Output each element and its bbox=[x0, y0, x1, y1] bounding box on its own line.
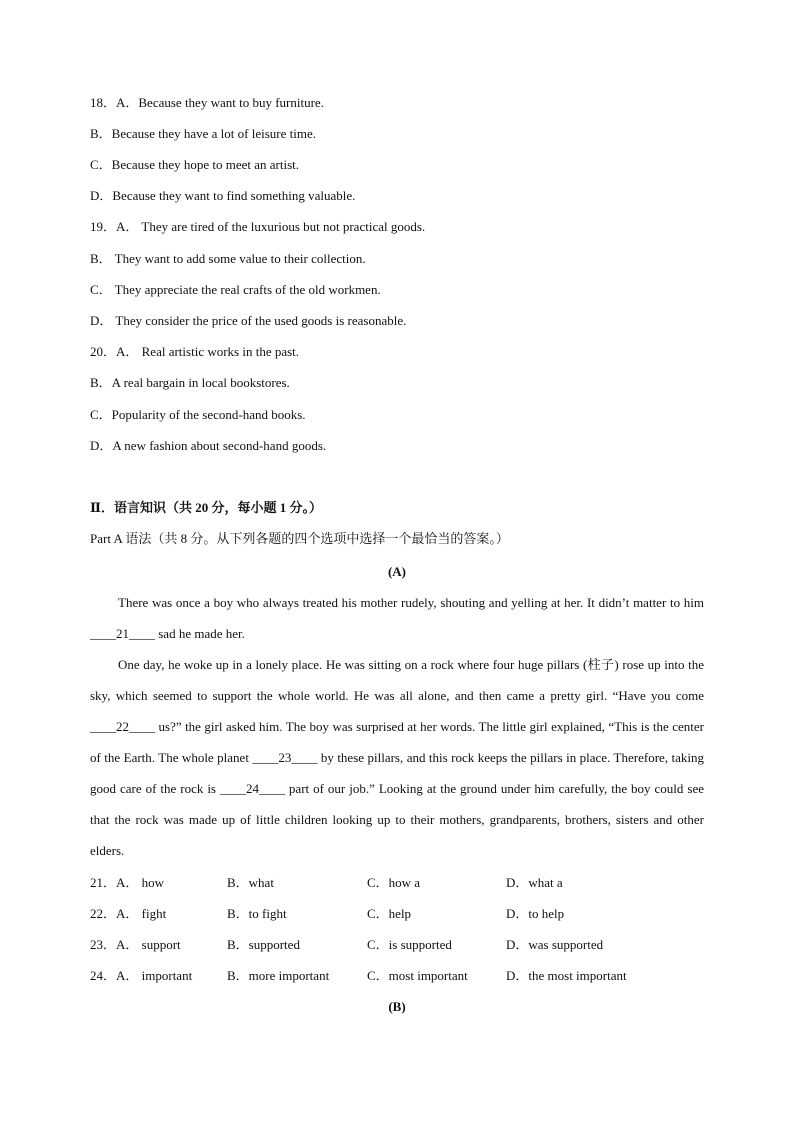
question-18-option-c: C．Because they hope to meet an artist. bbox=[90, 157, 300, 172]
question-23-option-b: B．supported bbox=[227, 937, 300, 952]
question-20-option-b: B．A real bargain in local bookstores. bbox=[90, 375, 290, 390]
question-24-option-c: C．most important bbox=[367, 968, 468, 983]
question-19-option-b: B． They want to add some value to their collection. bbox=[90, 251, 366, 266]
question-21-row bbox=[90, 874, 704, 892]
question-23-option-a: 23．A． support bbox=[90, 937, 181, 952]
question-23-option-c: C．is supported bbox=[367, 937, 452, 952]
question-19-option-c: C． They appreciate the real crafts of the old workmen. bbox=[90, 282, 381, 297]
question-22-row bbox=[90, 905, 704, 923]
question-20-option-a: 20．A． Real artistic works in the past. bbox=[90, 344, 300, 359]
question-21-option-c: C．how a bbox=[367, 875, 421, 890]
passage-paragraph-2: One day, he woke up in a lonely place. He was sitting on a rock where four huge pillars (柱子) rose up into the sky, which seemed to support the whole world. He was all alone, and then came a pretty girl. “Have you come ____22____ us?” the girl asked him. The boy was surprised at her words. The little girl explained, “This is the center of the Earth. The whole planet ____23____ by these pillars, and this rock keeps the pillars in place. Therefore, taking good care of the rock is ____24____ part of our job.” Looking at the ground under him carefully, the boy could see that the rock was made up of little children looking up to their mothers, grandparents, brothers, sisters and other elders. bbox=[90, 657, 704, 858]
question-24-option-d: D．the most important bbox=[506, 968, 627, 983]
passage-a-label: (A) bbox=[387, 564, 407, 579]
question-22-option-d: D．to help bbox=[506, 906, 565, 921]
passage-paragraph-1: There was once a boy who always treated his mother rudely, shouting and yelling at her. It didn’t matter to him ____21____ sad he made her. bbox=[90, 595, 704, 641]
question-24-option-b: B．more important bbox=[227, 968, 330, 983]
passage-b-label: (B) bbox=[388, 999, 406, 1014]
question-24-row bbox=[90, 967, 704, 985]
question-18-option-a: 18．A．Because they want to buy furniture. bbox=[90, 95, 324, 110]
question-22-option-b: B．to fight bbox=[227, 906, 287, 921]
question-23-option-d: D．was supported bbox=[506, 937, 604, 952]
question-21-option-a: 21．A． how bbox=[90, 875, 165, 890]
question-18-option-d: D．Because they want to find something valuable. bbox=[90, 188, 356, 203]
question-20-option-c: C．Popularity of the second-hand books. bbox=[90, 407, 306, 422]
question-21-option-d: D．what a bbox=[506, 875, 563, 890]
section-2-title: Ⅱ．语言知识（共 20 分，每小题 1 分。） bbox=[90, 500, 322, 515]
question-22-option-a: 22．A． fight bbox=[90, 906, 167, 921]
question-19-option-a: 19．A． They are tired of the luxurious but not practical goods. bbox=[90, 219, 426, 234]
question-24-option-a: 24．A． important bbox=[90, 968, 193, 983]
part-a-instructions: Part A 语法（共 8 分。从下列各题的四个选项中选择一个最恰当的答案。） bbox=[90, 531, 509, 546]
question-21-option-b: B．what bbox=[227, 875, 274, 890]
question-22-option-c: C．help bbox=[367, 906, 412, 921]
question-18-option-b: B．Because they have a lot of leisure time. bbox=[90, 126, 316, 141]
question-19-option-d: D． They consider the price of the used goods is reasonable. bbox=[90, 313, 407, 328]
question-20-option-d: D．A new fashion about second-hand goods. bbox=[90, 438, 327, 453]
question-23-row bbox=[90, 936, 704, 954]
